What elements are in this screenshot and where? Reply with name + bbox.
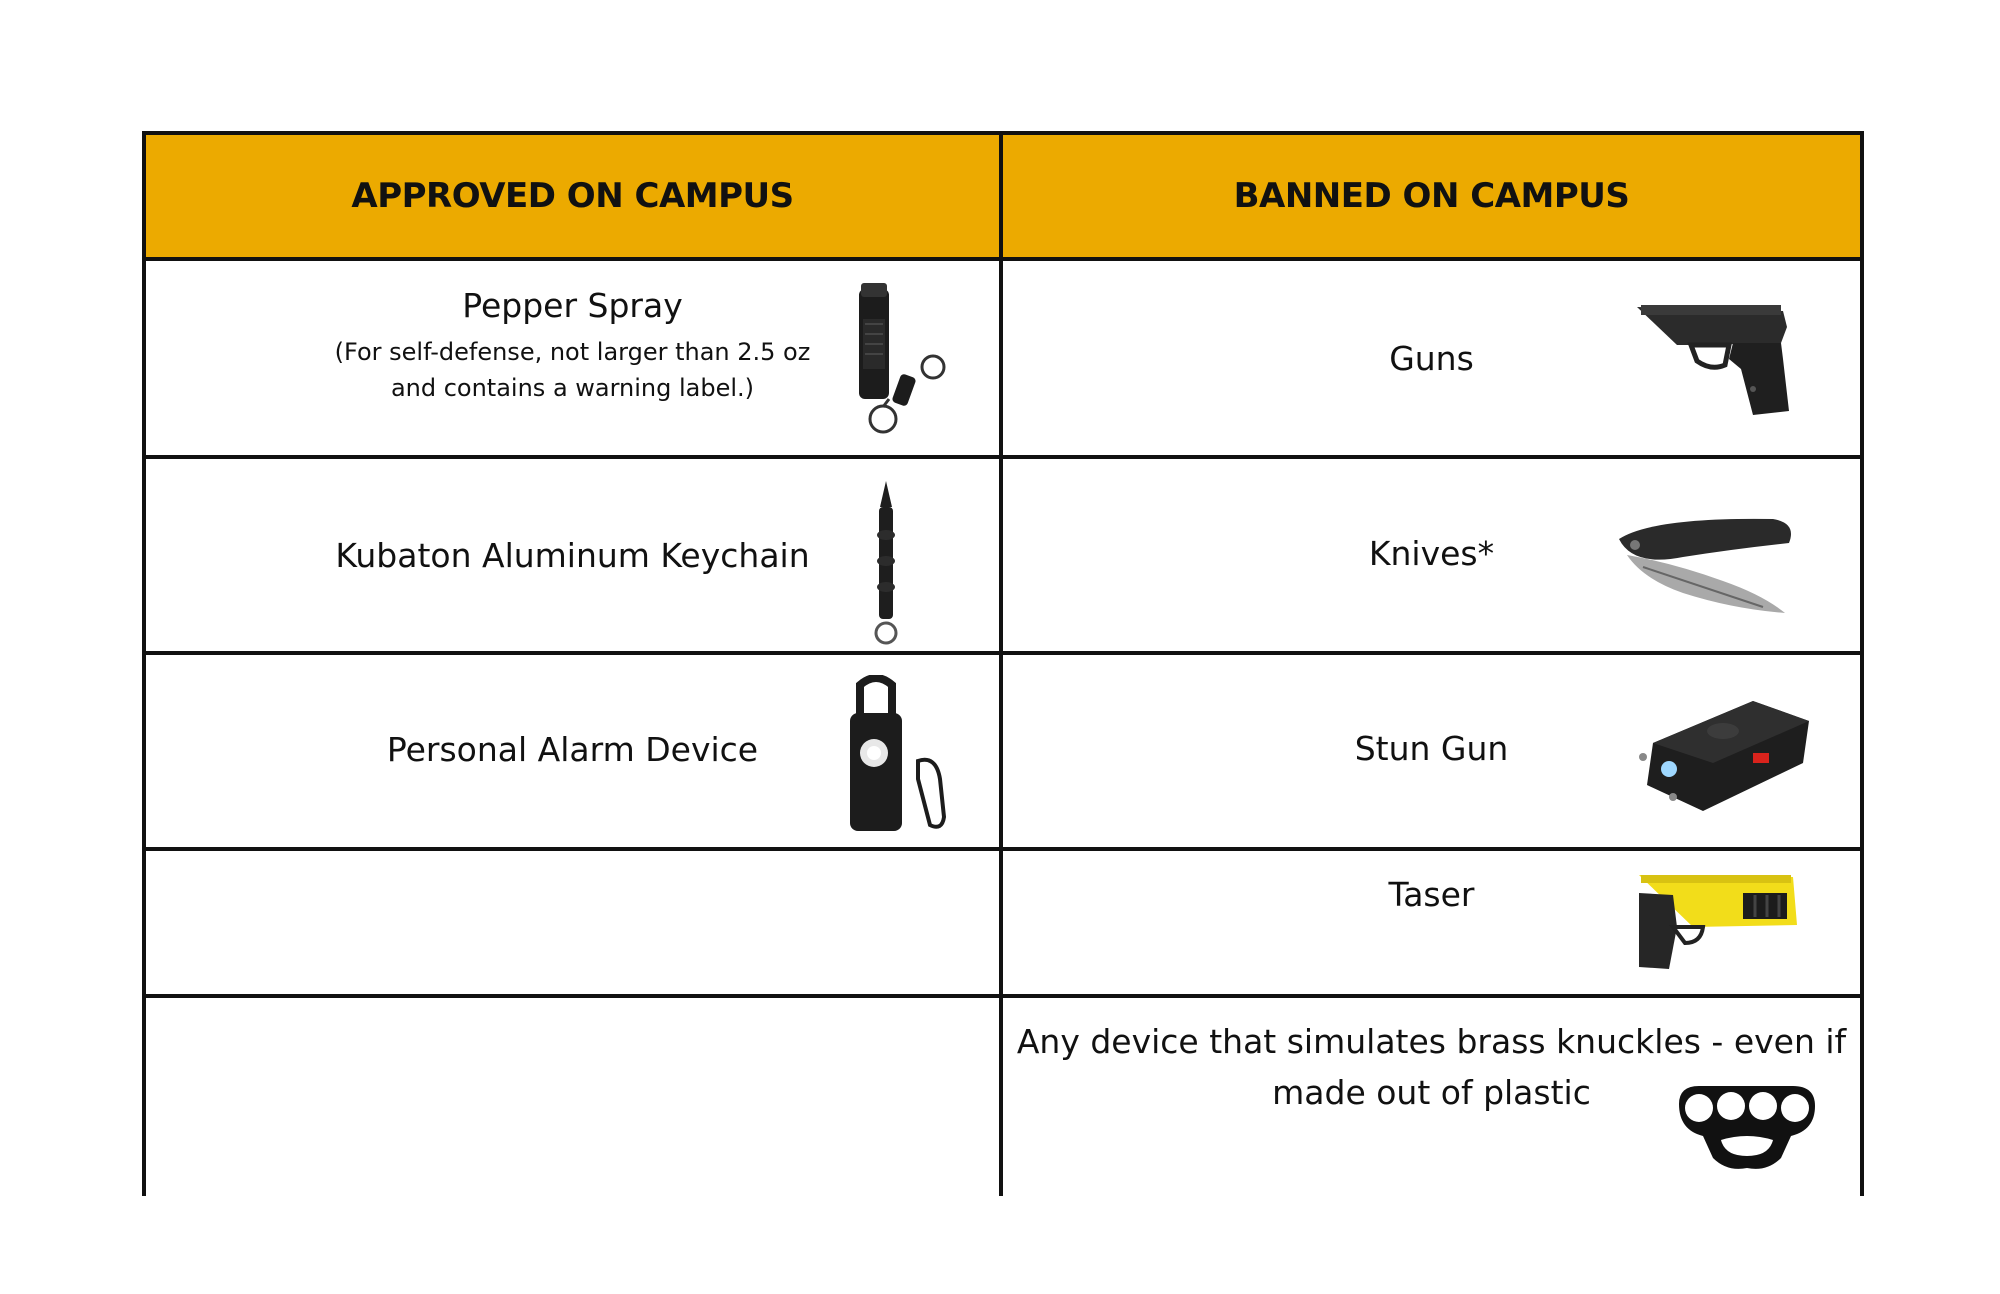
knife-icon: [1613, 509, 1793, 619]
taser-icon: [1633, 873, 1803, 973]
header-approved: [146, 135, 1003, 261]
header-banned: [1003, 135, 1860, 261]
banned-item-label: Stun Gun: [1354, 729, 1509, 768]
banned-item-label: Taser: [1388, 875, 1475, 914]
banned-item-label: made out of plastic: [1272, 1073, 1591, 1112]
approved-item-pepper-spray: [146, 261, 1003, 459]
approved-item-label: Kubaton Aluminum Keychain: [335, 536, 810, 575]
approved-item-note: (For self-defense, not larger than 2.5 oz: [334, 338, 811, 366]
weapons-policy-table: [142, 131, 1864, 1196]
header-approved-label: APPROVED ON CAMPUS: [351, 176, 794, 216]
approved-item-note: and contains a warning label.): [390, 374, 755, 402]
banned-item-label: Guns: [1389, 339, 1474, 378]
approved-item-label: Pepper Spray: [462, 286, 683, 325]
approved-empty-cell: [146, 998, 1003, 1196]
header-banned-label: BANNED ON CAMPUS: [1233, 176, 1630, 216]
banned-item-label: Any device that simulates brass knuckles - even if: [1016, 1022, 1847, 1061]
handgun-icon: [1633, 299, 1793, 419]
personal-alarm-icon: [844, 675, 954, 835]
brass-knuckles-icon: [1671, 1084, 1821, 1174]
approved-item-alarm: [146, 655, 1003, 851]
banned-item-guns: [1003, 261, 1860, 459]
banned-item-taser: [1003, 851, 1860, 998]
approved-empty-cell: [146, 851, 1003, 998]
banned-item-brass-knuckles: [1003, 998, 1860, 1196]
banned-item-label: Knives*: [1368, 534, 1495, 573]
banned-item-knives: [1003, 459, 1860, 655]
stun-gun-icon: [1633, 693, 1813, 813]
approved-item-kubaton: [146, 459, 1003, 655]
banned-item-stun-gun: [1003, 655, 1860, 851]
kubaton-keychain-icon: [866, 479, 906, 649]
pepper-spray-icon: [851, 279, 951, 439]
approved-item-label: Personal Alarm Device: [386, 730, 759, 769]
